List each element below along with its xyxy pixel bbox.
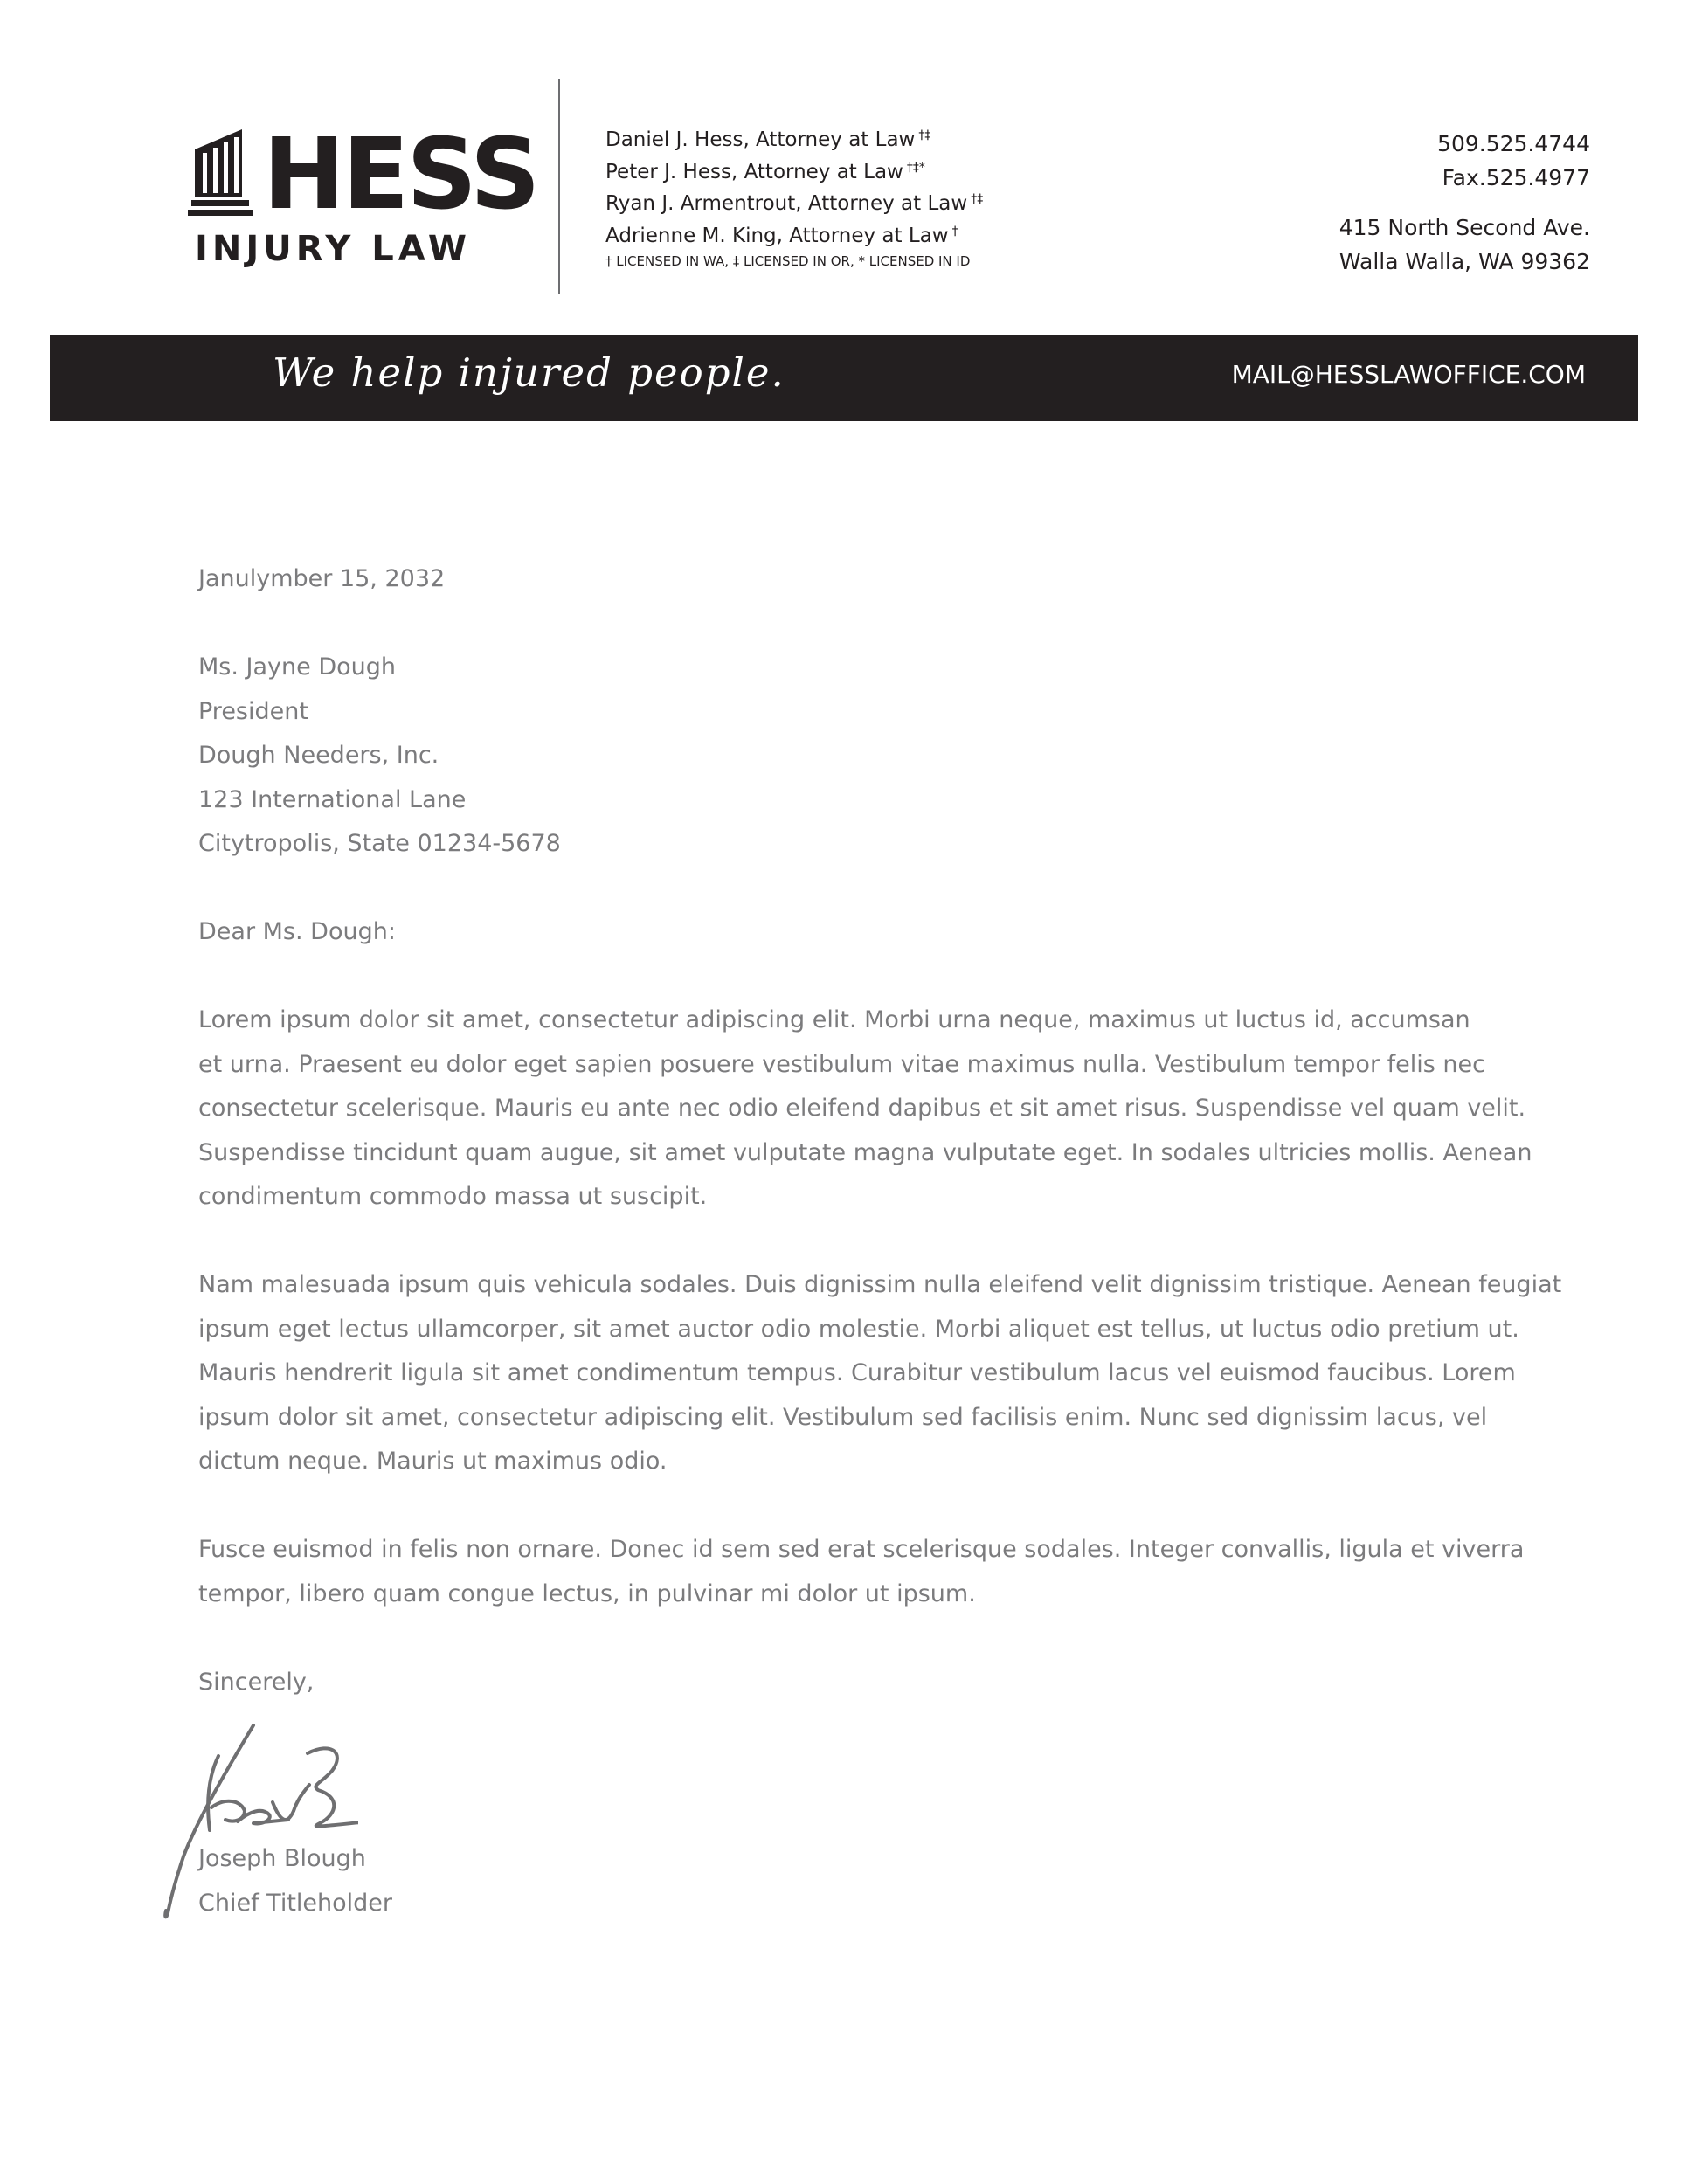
attorney-item bbox=[605, 218, 983, 251]
paragraph-line: et urna. Praesent eu dolor eget sapien posuere vestibulum vitae maximus nulla. Vestibulum tempor felis nec bbox=[198, 1050, 1485, 1078]
license-legend: † LICENSED IN WA, ‡ LICENSED IN OR, * LICENSED IN ID bbox=[605, 253, 971, 269]
phone-number: 509.525.4744 bbox=[1437, 131, 1590, 156]
contact-block bbox=[1339, 127, 1590, 279]
paragraph-line: Mauris hendrerit ligula sit amet condimentum tempus. Curabitur vestibulum lacus vel euismod faucibus. Lorem bbox=[198, 1359, 1516, 1386]
paragraph-line: dictum neque. Mauris ut maximus odio. bbox=[198, 1448, 668, 1475]
signer-name: Joseph Blough bbox=[198, 1845, 366, 1872]
letter-body bbox=[198, 557, 1562, 1925]
license-marks: †‡ bbox=[971, 192, 984, 206]
attorney-item bbox=[605, 122, 983, 155]
hess-injury-law-logo bbox=[186, 118, 538, 271]
license-marks: † bbox=[951, 224, 958, 238]
logo-subtitle: INJURY LAW bbox=[195, 229, 471, 269]
paragraph-line: Lorem ipsum dolor sit amet, consectetur adipiscing elit. Morbi urna neque, maximus ut luctus id, accumsan bbox=[198, 1006, 1470, 1033]
paragraph-line: ipsum eget lectus ullamcorper, sit amet auctor odio molestie. Morbi aliquet est tellus, ut luctus odio pretium ut. bbox=[198, 1315, 1519, 1343]
body-paragraph bbox=[198, 1528, 1526, 1616]
recipient-company: Dough Needers, Inc. bbox=[198, 742, 439, 769]
recipient-title: President bbox=[198, 697, 308, 725]
paragraph-line: condimentum commodo massa ut suscipit. bbox=[198, 1183, 708, 1210]
columns-logo-icon bbox=[188, 127, 253, 217]
email-address: MAIL@HESSLAWOFFICE.COM bbox=[1231, 360, 1586, 389]
attorney-item bbox=[605, 155, 983, 187]
license-marks: †‡ bbox=[918, 128, 931, 142]
attorney-name: Daniel J. Hess, Attorney at Law bbox=[605, 128, 916, 151]
paragraph-line: consectetur scelerisque. Mauris eu ante nec odio eleifend dapibus et sit amet risus. Suspendisse vel quam velit. bbox=[198, 1095, 1526, 1122]
city-address: Walla Walla, WA 99362 bbox=[1339, 249, 1590, 274]
license-marks: †‡* bbox=[906, 160, 925, 175]
logo-wordmark: HESS bbox=[263, 118, 538, 232]
paragraph-line: Suspendisse tincidunt quam augue, sit amet vulputate magna vulputate eget. In sodales ultricies mollis. Aenean bbox=[198, 1138, 1532, 1166]
tagline-band bbox=[50, 335, 1638, 421]
attorney-name: Ryan J. Armentrout, Attorney at Law bbox=[605, 192, 968, 215]
recipient-name: Ms. Jayne Dough bbox=[198, 653, 396, 681]
paragraph-line: Nam malesuada ipsum quis vehicula sodales. Duis dignissim nulla eleifend velit dignissim tristique. Aenean feugiat bbox=[198, 1271, 1562, 1298]
body-paragraph bbox=[198, 1263, 1562, 1484]
tagline: We help injured people. bbox=[273, 349, 785, 396]
recipient-city: Citytropolis, State 01234-5678 bbox=[198, 830, 561, 857]
signer-title: Chief Titleholder bbox=[198, 1889, 393, 1917]
closing: Sincerely, bbox=[198, 1668, 315, 1696]
attorney-name: Peter J. Hess, Attorney at Law bbox=[605, 160, 903, 183]
body-paragraph bbox=[198, 999, 1532, 1220]
attorney-list bbox=[605, 122, 983, 250]
salutation: Dear Ms. Dough: bbox=[198, 918, 396, 945]
signature-image bbox=[122, 1717, 358, 1926]
header-divider bbox=[558, 79, 560, 294]
recipient-street: 123 International Lane bbox=[198, 785, 467, 813]
letter-date: Janulymber 15, 2032 bbox=[198, 565, 446, 592]
paragraph-line: ipsum dolor sit amet, consectetur adipiscing elit. Vestibulum sed facilisis enim. Nunc sed dignissim lacus, vel bbox=[198, 1403, 1488, 1431]
street-address: 415 North Second Ave. bbox=[1339, 215, 1590, 240]
fax-number: Fax.525.4977 bbox=[1442, 165, 1590, 190]
paragraph-line: Fusce euismod in felis non ornare. Donec id sem sed erat scelerisque sodales. Integer convallis, ligula et viverra bbox=[198, 1536, 1525, 1563]
paragraph-line: tempor, libero quam congue lectus, in pulvinar mi dolor ut ipsum. bbox=[198, 1579, 976, 1607]
attorney-item bbox=[605, 186, 983, 218]
recipient-address bbox=[198, 646, 1526, 867]
attorney-name: Adrienne M. King, Attorney at Law bbox=[605, 224, 949, 247]
